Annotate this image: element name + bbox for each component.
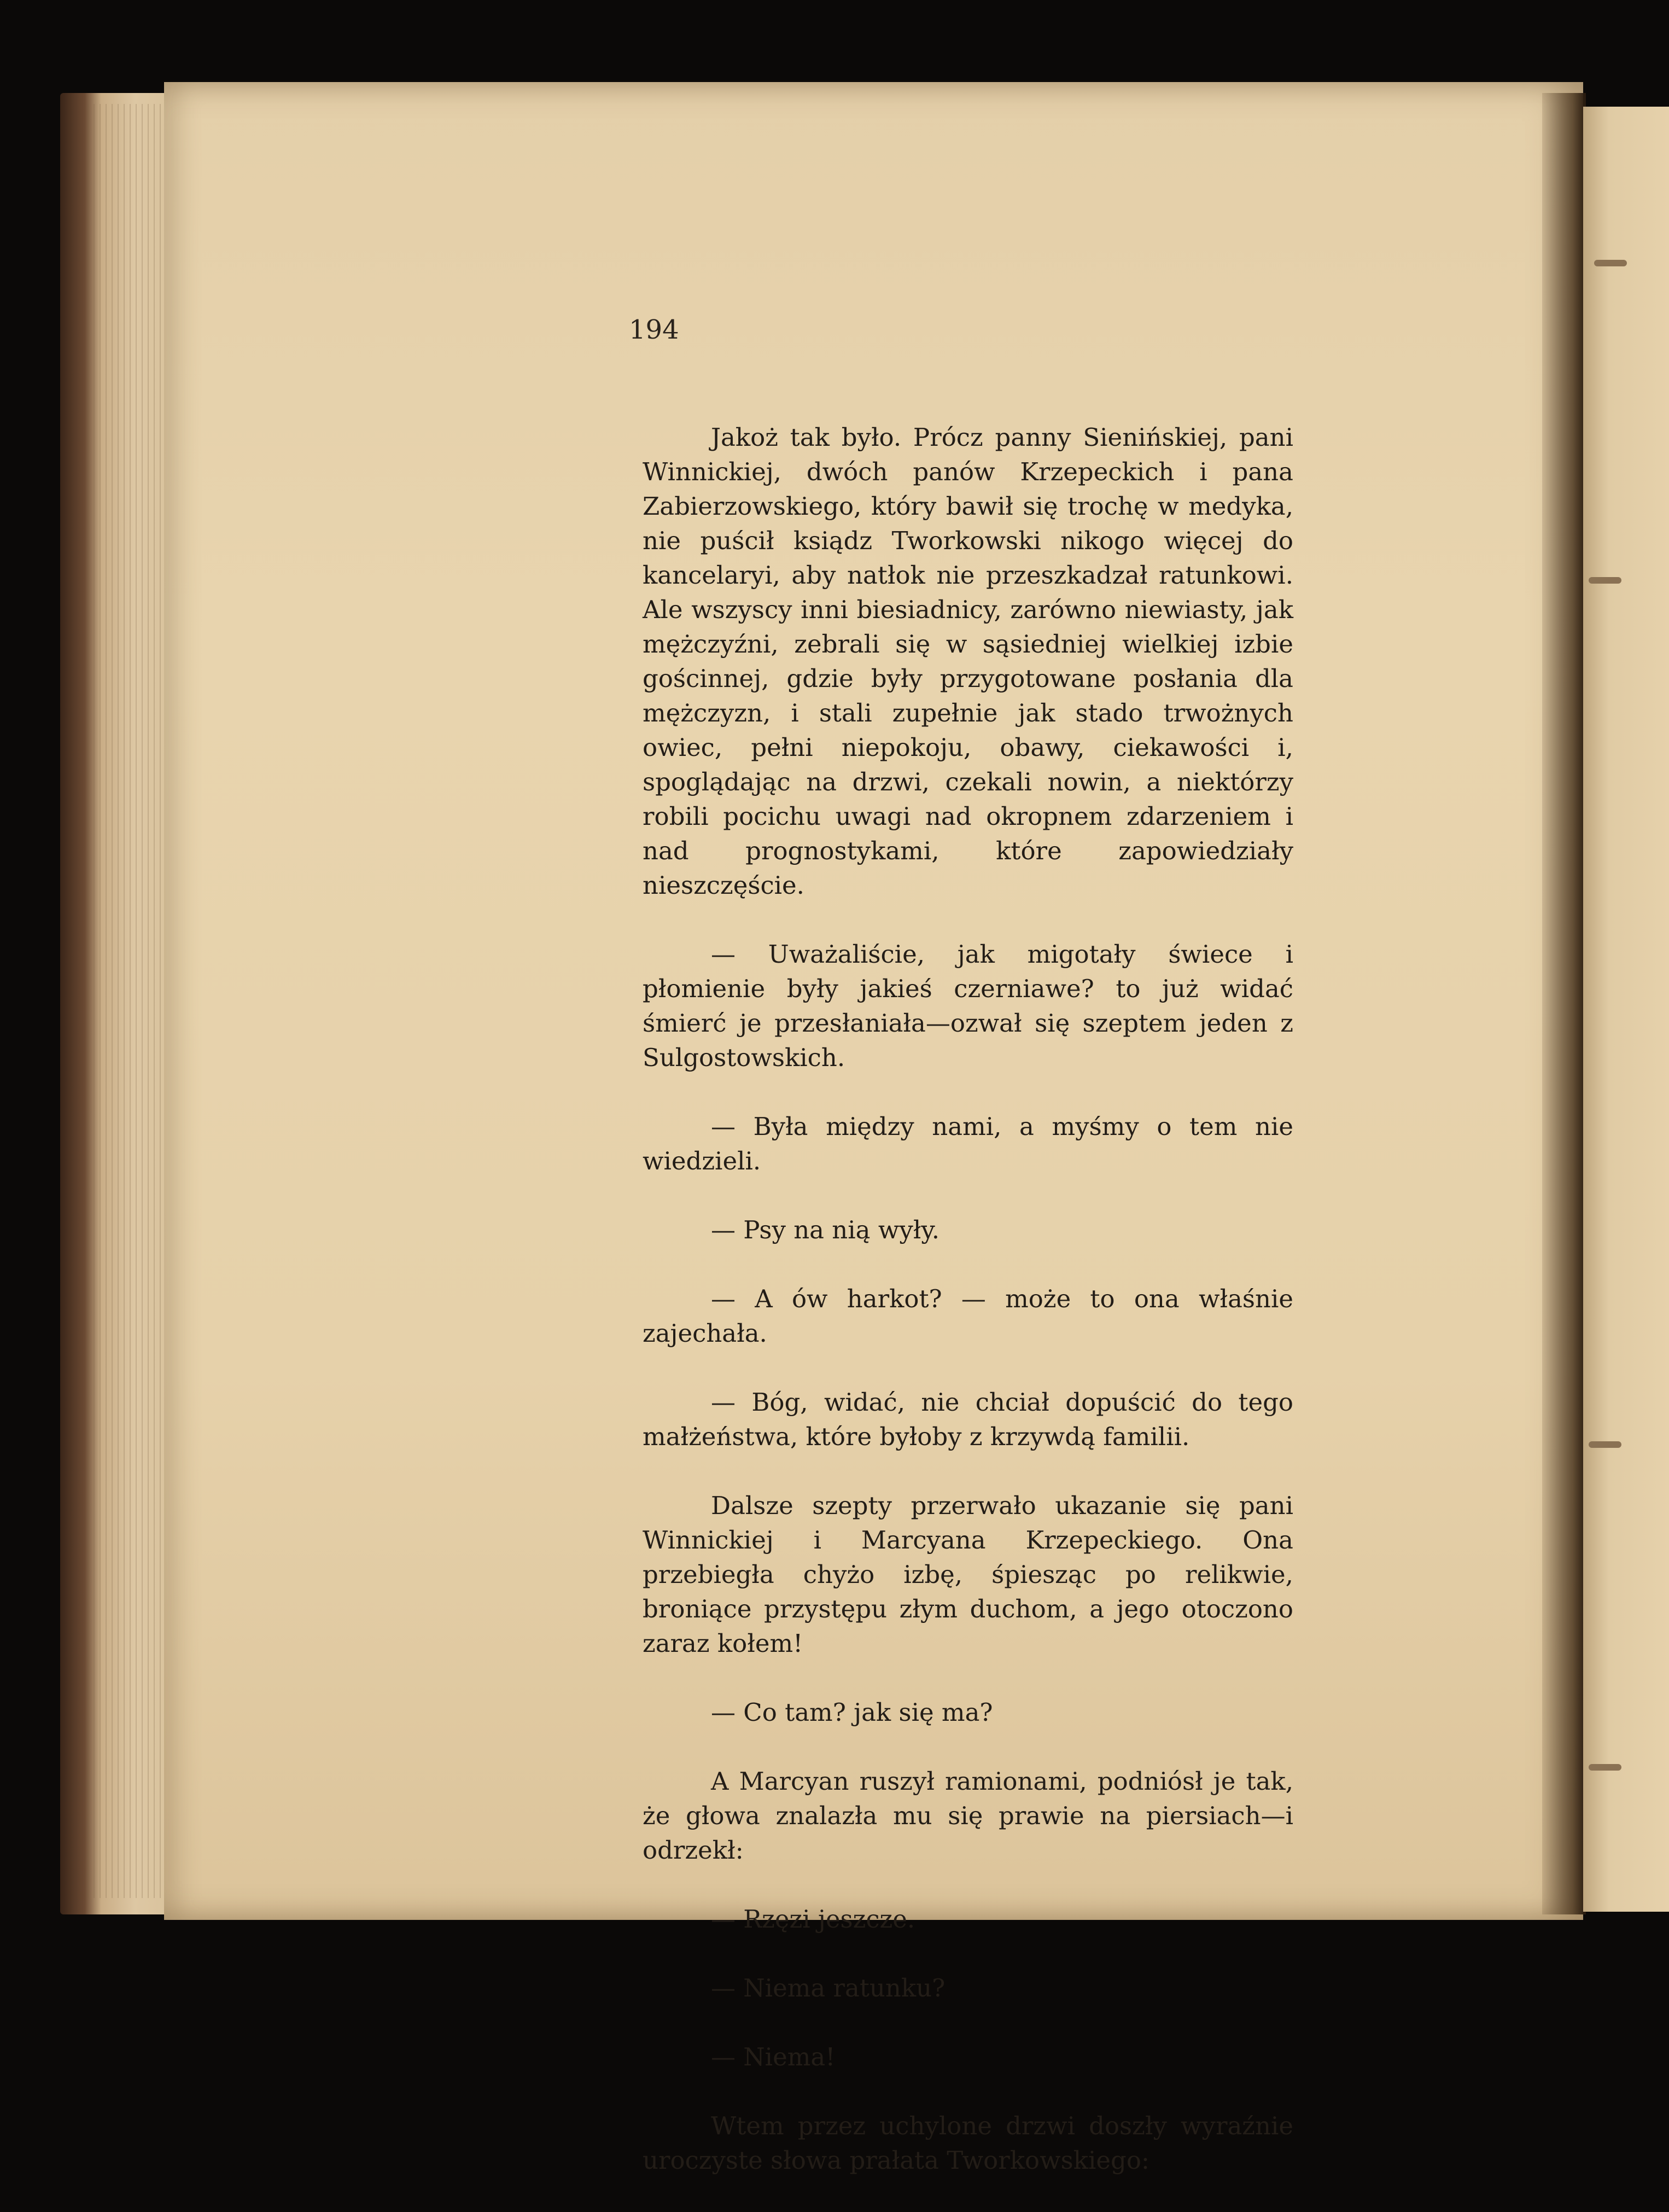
page-text bbox=[643, 386, 1293, 2212]
page-mark bbox=[1589, 1441, 1621, 1448]
paragraph: — A ów harkot? — może to ona właśnie zajechała. bbox=[643, 1284, 1293, 1348]
paragraph: — Psy na nią wyły. bbox=[711, 1215, 940, 1244]
paragraph: A Marcyan ruszył ramionami, podniósł je tak, że głowa znalazła mu się prawie na piersiach—i odrzekł: bbox=[643, 1767, 1293, 1865]
paragraph: Wtem przez uchylone drzwi doszły wyraźnie uroczyste słowa prałata Tworkowskiego: bbox=[643, 2111, 1293, 2175]
paragraph: — Niema! bbox=[711, 2042, 836, 2071]
paragraph: — Niema ratunku? bbox=[711, 1974, 946, 2003]
paragraph: — Co tam? jak się ma? bbox=[711, 1698, 993, 1727]
paragraph: — Rzęzi jeszcze. bbox=[711, 1905, 915, 1934]
paragraph: — Bóg, widać, nie chciał dopuścić do tego małżeństwa, które byłoby z krzywdą familii. bbox=[643, 1388, 1293, 1451]
paragraph: Jakoż tak było. Prócz panny Sienińskiej, pani Winnickiej, dwóch panów Krzepeckich i pana Zabierzowskiego, który bawił się trochę w medyka, nie puścił ksiądz Tworkowski nikogo więcej do kancelaryi, aby natłok nie przeszkadzał ratunkowi. Ale wszyscy inni biesiadnicy, zarówno niewiasty, jak mężczyźni, zebrali się w sąsiedniej wielkiej izbie gościnnej, gdzie były przygotowane posłania dla mężczyzn, i stali zupełnie jak stado trwożnych owiec, pełni niepokoju, obawy, ciekawości i, spoglądając na drzwi, czekali nowin, a niektórzy robili pocichu uwagi nad okropnem zdarzeniem i nad prognostykami, które zapowiedziały nieszczęście. bbox=[643, 423, 1293, 900]
adjacent-page-edge bbox=[1583, 107, 1669, 1912]
page-mark bbox=[1589, 1764, 1621, 1771]
page-mark bbox=[1589, 577, 1621, 584]
paragraph: — Była między nami, a myśmy o tem nie wiedzieli. bbox=[643, 1112, 1293, 1175]
page-number: 194 bbox=[629, 315, 679, 345]
page-mark bbox=[1594, 260, 1627, 266]
paragraph: — Uważaliście, jak migotały świece i płomienie były jakieś czerniawe? to już widać śmierć je przesłaniała—ozwał się szeptem jeden z Sulgostowskich. bbox=[643, 940, 1293, 1072]
book-gutter bbox=[1542, 93, 1586, 1914]
paragraph: Dalsze szepty przerwało ukazanie się pani Winnickiej i Marcyana Krzepeckiego. Ona przebiegła chyżo izbę, śpiesząc po relikwie, broniące przystępu złym duchom, a jego otoczono zaraz kołem! bbox=[643, 1491, 1293, 1658]
